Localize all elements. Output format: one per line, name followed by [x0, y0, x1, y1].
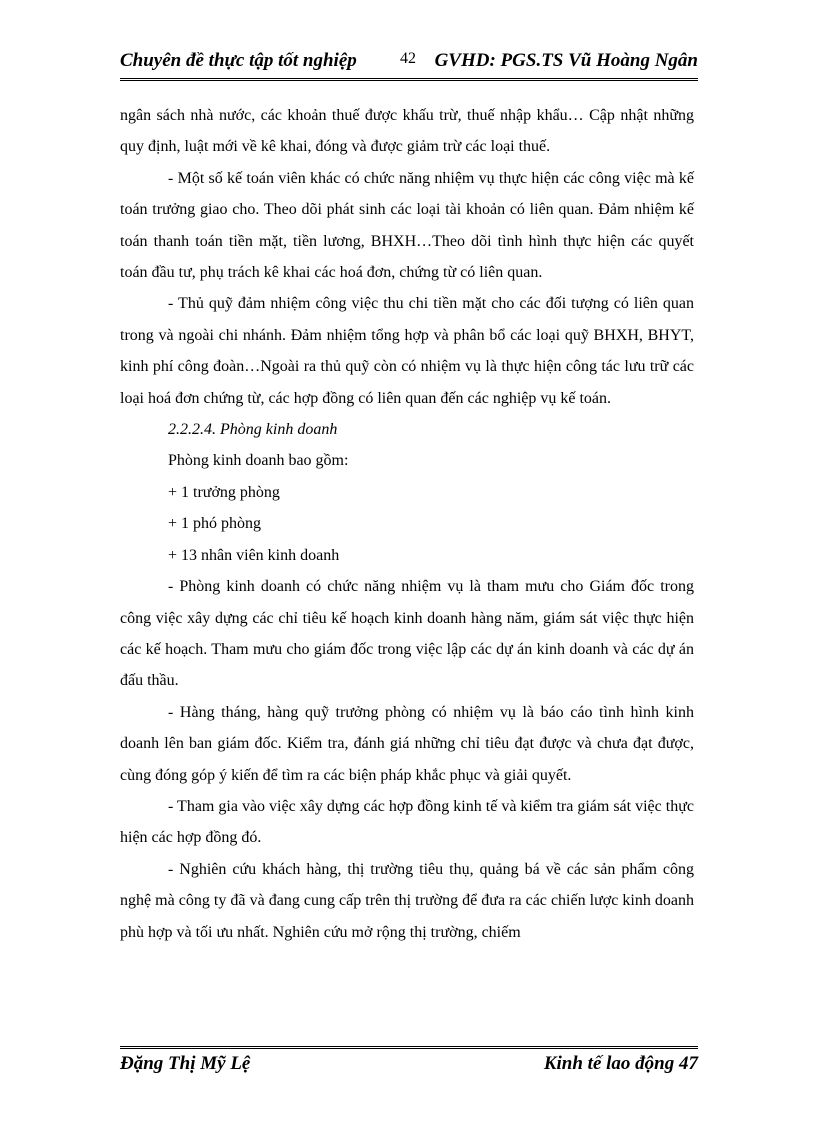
section-heading: 2.2.2.4. Phòng kinh doanh: [168, 421, 338, 439]
list-item: + 1 trưởng phòng: [168, 483, 280, 501]
paragraph: - Tham gia vào việc xây dựng các hợp đồng kinh tế và kiểm tra giám sát việc thực hiện các hợp đồng đó.: [120, 797, 694, 847]
list-item: + 13 nhân viên kinh doanh: [168, 546, 340, 564]
paragraph: - Thủ quỹ đảm nhiệm công việc thu chi tiền mặt cho các đối tượng có liên quan trong và ngoài chi nhánh. Đảm nhiệm tổng hợp và phân bổ các loại quỹ BHXH, BHYT, kinh phí công đoàn…Ngoài ra thủ quỹ còn có nhiệm vụ là thực hiện công tác lưu trữ các loại hoá đơn chứng từ, các hợp đồng có liên quan đến các nghiệp vụ kế toán.: [120, 295, 694, 407]
footer-department: Kinh tế lao động 47: [543, 1053, 698, 1074]
header-supervisor: GVHD: PGS.TS Vũ Hoàng Ngân: [434, 50, 698, 71]
header-document-title: Chuyên đề thực tập tốt nghiệp: [120, 50, 357, 71]
paragraph: ngân sách nhà nước, các khoản thuế được khấu trừ, thuế nhập khẩu… Cập nhật những quy định, luật mới về kê khai, đóng và được giảm trừ các loại thuế.: [120, 107, 694, 156]
paragraph: Phòng kinh doanh bao gồm:: [168, 452, 349, 470]
footer-author: Đặng Thị Mỹ Lệ: [120, 1053, 251, 1074]
page-footer: [120, 1046, 698, 1081]
paragraph: - Hàng tháng, hàng quỹ trưởng phòng có nhiệm vụ là báo cáo tình hình kinh doanh lên ban giám đốc. Kiểm tra, đánh giá những chỉ tiêu đạt được và chưa đạt được, cùng đóng góp ý kiến để tìm ra các biện pháp khắc phục và giải quyết.: [120, 703, 694, 784]
list-item: + 1 phó phòng: [168, 515, 262, 533]
page-header: [120, 50, 698, 81]
header-page-number: 42: [400, 50, 416, 67]
paragraph: - Phòng kinh doanh có chức năng nhiệm vụ là tham mưu cho Giám đốc trong công việc xây dựng các chỉ tiêu kế hoạch kinh doanh hàng năm, giám sát việc thực hiện các kế hoạch. Tham mưu cho giám đốc trong việc lập các dự án kinh doanh và các dự án đấu thầu.: [120, 578, 694, 690]
document-body: [120, 100, 694, 948]
paragraph: - Một số kế toán viên khác có chức năng nhiệm vụ thực hiện các công việc mà kế toán trưởng giao cho. Theo dõi phát sinh các loại tài khoản có liên quan. Đảm nhiệm kế toán thanh toán tiền mặt, tiền lương, BHXH…Theo dõi tình hình thực hiện các quyết toán đầu tư, phụ trách kê khai các hoá đơn, chứng từ có liên quan.: [120, 169, 694, 282]
paragraph: - Nghiên cứu khách hàng, thị trường tiêu thụ, quảng bá về các sản phẩm công nghệ mà công ty đã và đang cung cấp trên thị trường để đưa ra các chiến lược kinh doanh phù hợp và tối ưu nhất. Nghiên cứu mở rộng thị trường, chiếm: [120, 860, 694, 941]
